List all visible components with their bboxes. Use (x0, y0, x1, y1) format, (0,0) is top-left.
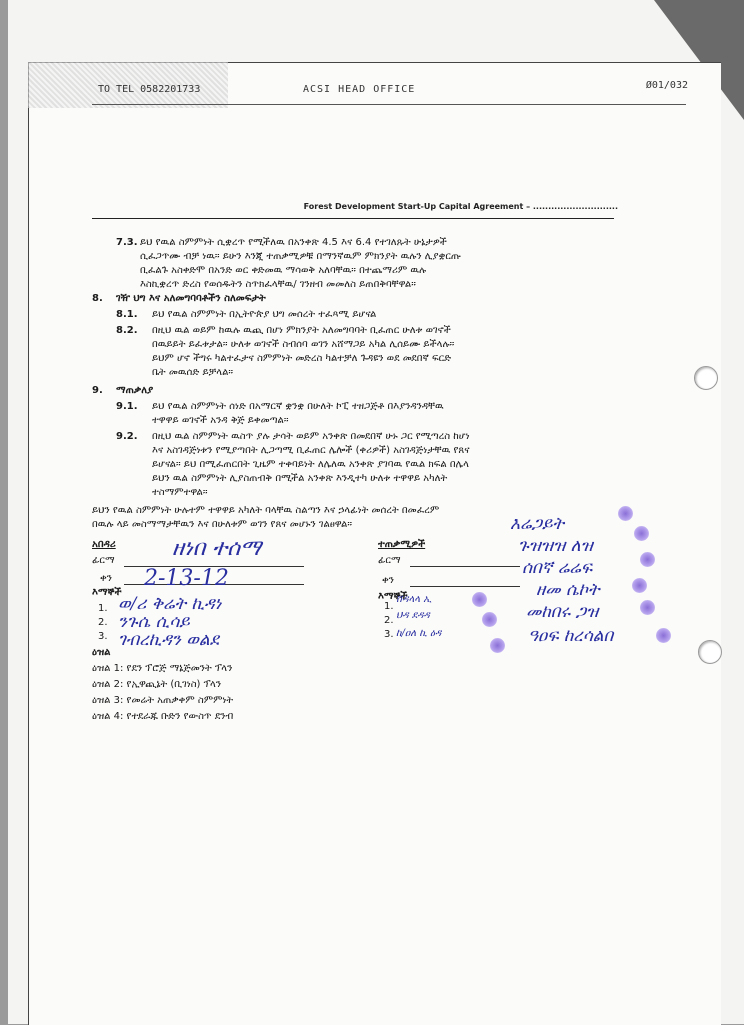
beneficiaries-date-label: ቀን (382, 575, 394, 586)
lender-witness-1-number: 1. (98, 603, 108, 614)
section-8-number: 8. (92, 293, 103, 304)
beneficiaries-witness-1-number: 1. (384, 601, 394, 612)
section-8-2-line: በዉይይት ይፈቱታል። ሁለቱ ወገኖች ስብሰባ ወገን አሸማጋይ አካል ሊሰይሙ ይችላሉ። (152, 339, 455, 350)
section-9-2-line: ተስማምተዋል። (152, 487, 208, 498)
fax-page-number: Ø01/032 (645, 80, 688, 91)
section-8-2-line: በዚህ ዉል ወይም ከዉሉ ዉጪ በሆነ ምክንያት አለመግባባት ቢፈጠር ሁለቱ ወገኖች (152, 325, 451, 336)
thumbprint-stamp (472, 592, 487, 607)
beneficiary-name: መከበሩ ጋዝ (526, 602, 599, 622)
lender-sign-label: ፊርማ (92, 555, 115, 566)
section-8-2-line: ይህም ሆኖ ችግሩ ካልተፈታና ስምምነት መድረስ ካልተቻለ ጉዳዩን ወደ መደበኛ ፍርድ (152, 353, 452, 364)
closing-statement: በዉሉ ላይ መስማማታቸዉን እና በሁለቱም ወገን የጸና መሆኑን ገልፀዋል። (92, 519, 353, 530)
beneficiaries-witness-2-number: 2. (384, 615, 394, 626)
document-header: Forest Development Start-Up Capital Agreement – ............................ (303, 202, 618, 211)
section-9-1-number: 9.1. (116, 401, 138, 412)
section-9-1-line: ተዋዋይ ወገኖች አንዳ ቅጅ ይቀመጣል። (152, 415, 289, 426)
fax-tel: TO TEL 0582201733 (98, 84, 201, 95)
section-9-2-line: ይሆናል። ይህ በሚፈጠርበት ጊዜም ተቀባይነት ለሌለዉ አንቀጽ ያገባዉ የዉል ክፍል በሌላ (152, 459, 469, 470)
section-7-3-line: እስኪቋረጥ ድረስ የወሰዱትን ስጥክፈላቸዉ/ ገንዘብ መመለስ ይጠበቅባቸዋል። (140, 279, 416, 290)
section-8-2-line: ቤት መዉሰድ ይቻላል። (152, 367, 234, 378)
section-7-3-line: ቢፈልጉ አስቀድሞ በአንድ ወር ቀድመዉ ማሳወቅ አለባቸዉ። በተጨማሪም ዉሉ (140, 265, 427, 276)
beneficiary-name: ዓዐፍ ከረሳልበ (528, 626, 614, 646)
beneficiaries-witness-1-name: ሸዳላላ ኢ (396, 594, 432, 605)
beneficiary-name: ሰበኛ ሬሬፍ (522, 558, 593, 578)
section-9-2-number: 9.2. (116, 431, 138, 442)
beneficiary-name: ጉዝዝዝ ለዝ (518, 536, 593, 556)
beneficiaries-witness-2-name: ህዳ ደዳዳ (396, 610, 430, 621)
beneficiaries-sign-label: ፊርማ (378, 555, 401, 566)
thumbprint-stamp (482, 612, 497, 627)
beneficiaries-witness-3-number: 3. (384, 629, 394, 640)
section-9-2-line: እና አስገዳጅነቱን የሚያጣበት ሊጋጣሚ ቢፈጠር ሌሎች (ቀሪዎች) አስገዳጅነታቸዉ የጸና (152, 445, 470, 456)
section-8-2-number: 8.2. (116, 325, 138, 336)
attachment-item: ዕዝል 2: የኢዋጪኔት (ቢገነስ) ፕላን (92, 679, 222, 690)
section-9-title: ማጠቃለያ (116, 385, 154, 396)
thumbprint-stamp (632, 578, 647, 593)
section-9-2-line: ይህን ዉል ስምምነት ሊያስጠብቅ በሚችል አንቀጽ እንዲተካ ሁለቱ ተዋዋይ አካለት (152, 473, 448, 484)
beneficiaries-date-line (410, 586, 520, 587)
thumbprint-stamp (634, 526, 649, 541)
beneficiaries-label: ተጠቃሚዎች (378, 539, 426, 550)
section-7-3-number: 7.3. (116, 237, 138, 248)
attachment-item: ዕዝል 4: የተደራጁ ቡድን የውስጥ ደንብ (92, 711, 234, 722)
lender-date-handwritten: 2-13-12 (144, 566, 229, 591)
thumbprint-stamp (656, 628, 671, 643)
section-7-3-line: ሲፈጋጥሙ ብቻ ነዉ። ይሁን እንጂ ተጠቃሚዎቹ በማንኛዉም ምክንያት ዉሉን ሊያቋርጡ (140, 251, 461, 262)
punch-hole (694, 366, 718, 390)
beneficiaries-sign-line (410, 566, 520, 567)
section-9-number: 9. (92, 385, 103, 396)
attachment-item: ዕዝል 3: የመሬት አጠቃቀም ስምምነት (92, 695, 234, 706)
attachments-label: ዕዝል (92, 647, 111, 658)
punch-hole (698, 640, 722, 664)
lender-witness-2-number: 2. (98, 617, 108, 628)
section-9-1-line: ይህ የዉል ስምምነት ሰነድ በአማርኛ ቋንቋ በሁለት ኮፒ ተዘጋጅቶ በእያንዳንዳቸዉ (152, 401, 444, 412)
lender-witnesses-label: እማኞች (92, 587, 122, 598)
lender-witness-3-number: 3. (98, 631, 108, 642)
closing-statement: ይህን የዉል ስምምነት ሁሉተም ተዋዋይ አካለት ባላቸዉ ስልጣን እና ኃላፊነት መሰረት በመፈረም (92, 505, 440, 516)
section-7-3-line: ይህ የዉል ስምምነት ሲቋረጥ የሚችለዉ በአንቀጽ 4.5 እና 6.4 የተገለጹት ሁኔታዎች (140, 237, 447, 248)
section-8-1-line: ይህ የዉል ስምምነት በኢትዮጵያ ህግ መሰረት ተፈጻሚ ይሆናል (152, 309, 377, 320)
beneficiary-name: ዘመ ሴኮት (536, 580, 600, 600)
section-8-title: ገዥ ህግ እና አለመግባባቶችን ስለመፍታት (116, 293, 266, 304)
section-9-2-line: በዚህ ዉል ስምምነት ዉስጥ ያሉ ታሳት ወይም አንቀጽ በመደበኛ ሁኑ ጋር የሚጣረስ ከሆነ (152, 431, 470, 442)
fax-office: ACSI HEAD OFFICE (303, 84, 416, 95)
lender-signature: ዘነበ ተሰማ (172, 536, 262, 561)
lender-witness-1-name: ወ/ሪ ቅሬት ኪዳነ (118, 594, 222, 614)
thumbprint-stamp (640, 600, 655, 615)
lender-witness-3-name: ገብረኪዳን ወልደ (118, 630, 219, 650)
beneficiary-name: እሬጋይት (510, 514, 564, 534)
beneficiaries-witness-3-name: ከ/ዐለ ኪ ዕዳ (396, 628, 442, 639)
thumbprint-stamp (640, 552, 655, 567)
beneficiaries-witnesses-label: እማኞች (378, 591, 408, 602)
thumbprint-stamp (490, 638, 505, 653)
lender-date-label: ቀን (100, 573, 112, 584)
lender-label: አበዳሪ (92, 539, 116, 550)
thumbprint-stamp (618, 506, 633, 521)
attachment-item: ዕዝል 1: የደን ፕሮጅ ማኔጅመንት ፕላን (92, 663, 233, 674)
section-8-1-number: 8.1. (116, 309, 138, 320)
lender-witness-2-name: ንጉሴ ሲሳይ (118, 612, 190, 632)
